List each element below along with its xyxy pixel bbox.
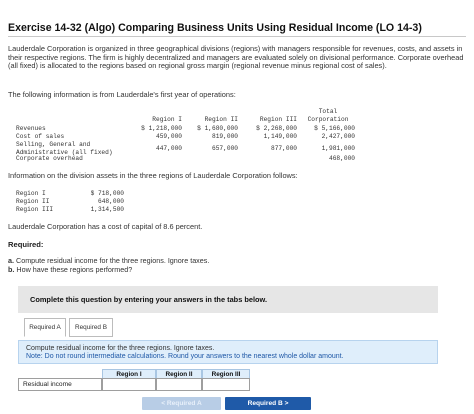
ops-header-total: Total Corporation: [307, 108, 349, 123]
ops-cell: 657,000: [212, 145, 238, 152]
instruction-banner: [18, 286, 438, 313]
residual-income-region-1-input[interactable]: [102, 378, 156, 391]
instruction-line: Compute residual income for the three regions. Ignore taxes.: [26, 345, 215, 352]
question-b: b. How have these regions performed?: [8, 265, 133, 274]
ops-cell: 877,000: [271, 145, 297, 152]
ops-cell: 1,981,000: [321, 145, 355, 152]
required-heading: Required:: [8, 240, 44, 249]
assets-intro: Information on the division assets in the three regions of Lauderdale Corporation follows:: [8, 171, 298, 180]
next-required-b-button[interactable]: Required B >: [225, 397, 311, 410]
answer-header-region-2: Region II: [156, 369, 202, 379]
instructions-panel: [18, 340, 438, 364]
ops-cell: $ 5,166,000: [314, 125, 355, 132]
ops-cell: 1,149,000: [263, 133, 297, 140]
instruction-text: Complete this question by entering your answers in the tabs below.: [30, 295, 268, 304]
intro-paragraph: Lauderdale Corporation is organized in three geographical divisions (regions) with managers responsible for revenues, costs, and assets in their respective regions. The firm is highly decentralized and managers are evaluated solely on divisional performance. Corporate overhead (all fixed) is allocated to the regions based on regional gross margin (regional revenue minus regional cost of sales).: [8, 44, 464, 71]
ops-cell: $ 2,268,000: [256, 125, 297, 132]
first-year-intro: The following information is from Lauderdale's first year of operations:: [8, 90, 236, 99]
ops-cell: $ 1,218,000: [141, 125, 182, 132]
asset-label: Region II: [16, 198, 50, 205]
asset-value: $ 718,000: [90, 190, 124, 197]
ops-header-region-1: Region I: [152, 116, 182, 123]
residual-income-region-3-input[interactable]: [202, 378, 250, 391]
cost-of-capital: Lauderdale Corporation has a cost of capital of 8.6 percent.: [8, 222, 203, 231]
ops-cell: 819,000: [212, 133, 238, 140]
ops-cell: 2,427,000: [321, 133, 355, 140]
asset-value: 648,000: [98, 198, 124, 205]
rounding-note: Note: Do not round intermediate calculations. Round your answers to the nearest whole dollar amount.: [26, 353, 344, 360]
ops-row-label-sga: Selling, General and Administrative (all fixed): [16, 141, 113, 156]
question-a: a. Compute residual income for the three regions. Ignore taxes.: [8, 256, 210, 265]
prev-required-a-button[interactable]: < Required A: [142, 397, 221, 410]
page-title: Exercise 14-32 (Algo) Comparing Business Units Using Residual Income (LO 14-3): [8, 22, 422, 34]
tab-required-b[interactable]: Required B: [69, 318, 113, 337]
residual-income-region-2-input[interactable]: [156, 378, 202, 391]
title-divider: [8, 36, 466, 37]
tab-required-a[interactable]: Required A: [24, 318, 66, 337]
ops-row-label-corporate-overhead: Corporate overhead: [16, 155, 83, 162]
ops-cell: $ 1,680,000: [197, 125, 238, 132]
answer-header-region-1: Region I: [102, 369, 156, 379]
ops-row-label-cost-of-sales: Cost of sales: [16, 133, 65, 140]
asset-value: 1,314,500: [90, 206, 124, 213]
answer-header-region-3: Region III: [202, 369, 250, 379]
asset-label: Region I: [16, 190, 46, 197]
asset-label: Region III: [16, 206, 54, 213]
ops-cell: 447,000: [156, 145, 182, 152]
residual-income-label: Residual income: [18, 378, 102, 391]
ops-header-region-3: Region III: [259, 116, 297, 123]
ops-header-region-2: Region II: [204, 116, 238, 123]
questions-list: [8, 256, 209, 274]
ops-row-label-revenues: Revenues: [16, 125, 46, 132]
ops-cell: 459,000: [156, 133, 182, 140]
ops-cell: 468,000: [329, 155, 355, 162]
